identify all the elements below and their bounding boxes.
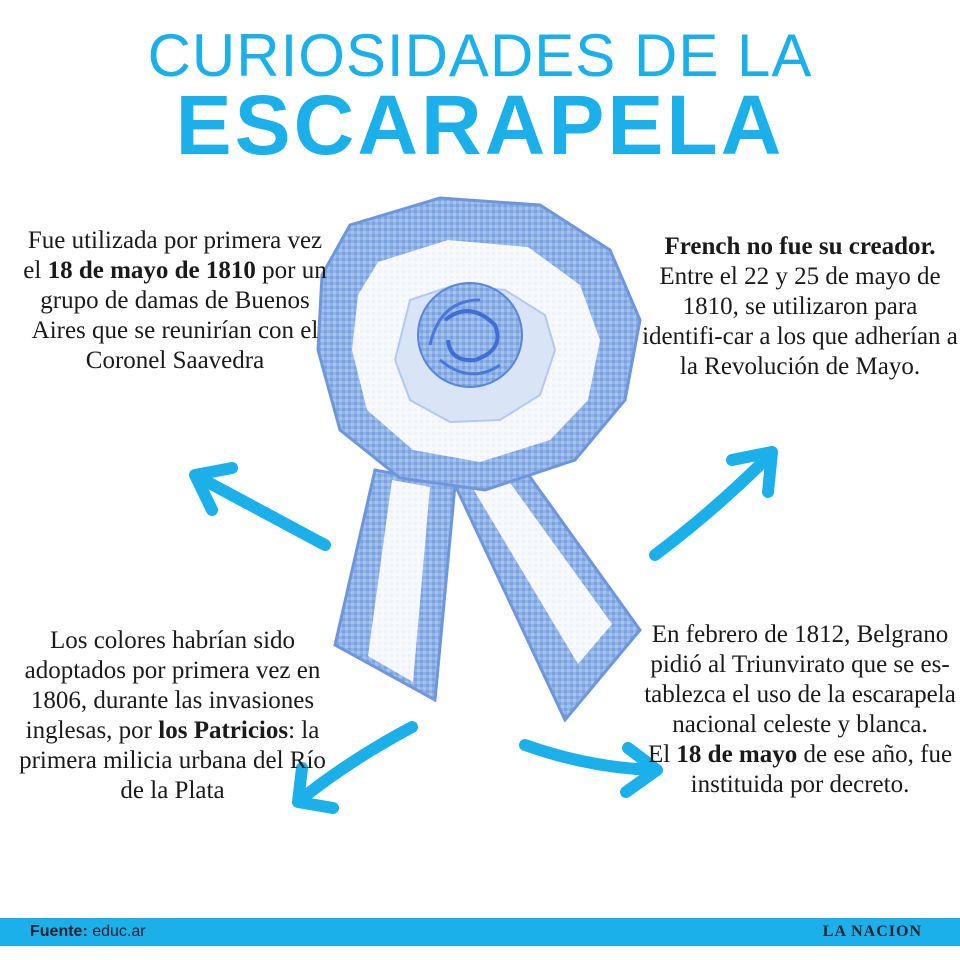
fact-text: En febrero de 1812, Belgrano pidió al Triunvirato que se es-tablezca el uso de la escarapela nacional celeste y blanca. bbox=[644, 621, 956, 738]
source-value: educ.ar bbox=[87, 923, 146, 940]
source-label: Fuente: bbox=[30, 923, 88, 940]
fact-text: Fue utilizada por primera vez el bbox=[23, 227, 323, 284]
ribbon-tails bbox=[335, 470, 640, 720]
arrow-top-left-icon bbox=[195, 468, 325, 545]
fact-highlight: 18 de mayo bbox=[676, 741, 798, 768]
arrow-bottom-right-icon bbox=[525, 745, 657, 792]
fact-text: por un grupo de damas de Buenos Aires que se reunirían con el Coronel Saavedra bbox=[31, 257, 327, 374]
title-line-1: CURIOSIDADES DE LA bbox=[147, 22, 813, 89]
fact-bottom-left bbox=[15, 626, 330, 806]
fact-text: El bbox=[647, 741, 677, 768]
fact-text: Entre el 22 y 25 de mayo de 1810, se utilizaron para identifi-car a los que adherían a la Revolución de Mayo. bbox=[642, 263, 958, 380]
arrow-top-right-icon bbox=[655, 452, 772, 555]
fact-bottom-right bbox=[640, 620, 960, 800]
source-credit bbox=[30, 922, 146, 942]
escarapela-ribbon-icon bbox=[318, 198, 640, 490]
fact-highlight: 18 de mayo de 1810 bbox=[47, 257, 256, 284]
fact-text: de ese año, fue instituida por decreto. bbox=[690, 741, 953, 798]
fact-highlight: los Patricios bbox=[158, 717, 289, 744]
footer-bar bbox=[0, 918, 960, 946]
fact-text: : la primera milicia urbana del Río de la Plata bbox=[19, 717, 326, 804]
fact-top-left bbox=[20, 226, 330, 376]
fact-highlight: French no fue su creador. bbox=[664, 233, 936, 260]
publisher-logo: LA NACION bbox=[822, 923, 922, 940]
fact-text: Los colores habrían sido adoptados por primera vez en 1806, durante las invasiones inglesas, por bbox=[24, 627, 321, 744]
fact-top-right bbox=[640, 232, 960, 382]
title-line-2: ESCARAPELA bbox=[175, 78, 785, 172]
